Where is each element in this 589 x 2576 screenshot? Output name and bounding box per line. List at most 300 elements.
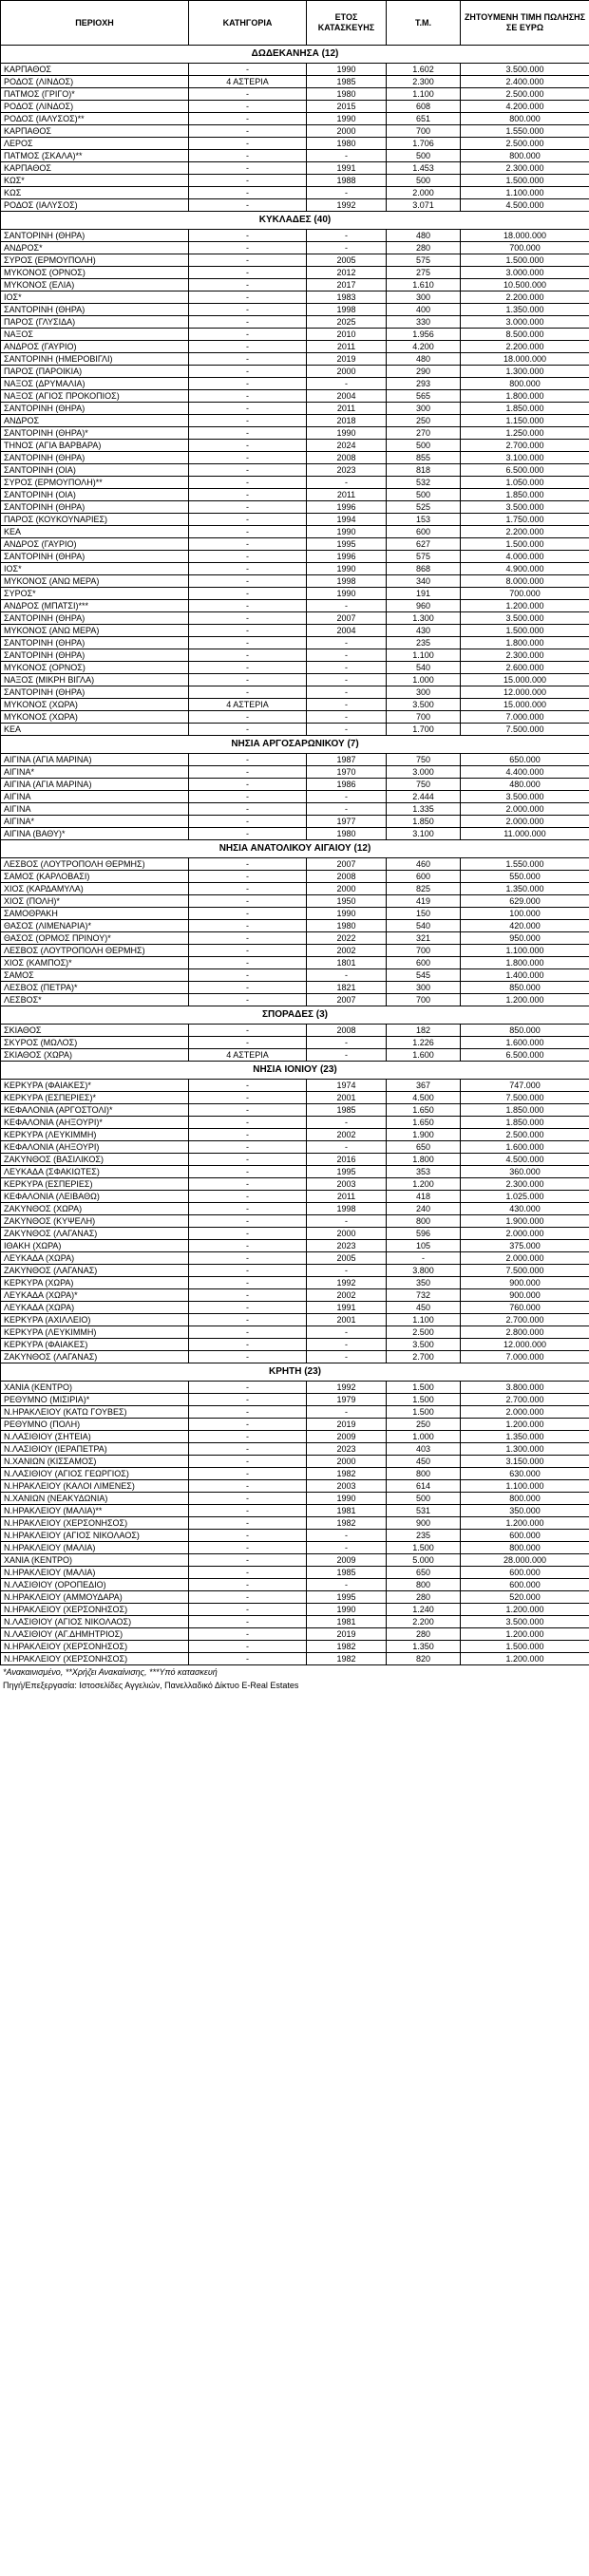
cell-area: ΚΕΦΑΛΟΝΙΑ (ΑΗΞΟΥΡΙ) <box>1 1141 189 1154</box>
cell-area: ΚΕΦΑΛΟΝΙΑ (ΛΕΙΒΑΘΩ) <box>1 1191 189 1203</box>
cell-price: 1.550.000 <box>461 125 589 138</box>
cell-sqm: 300 <box>387 982 461 994</box>
cell-category: - <box>189 982 307 994</box>
table-row <box>1 1579 589 1591</box>
table-row <box>1 1542 589 1554</box>
cell-sqm: 700 <box>387 125 461 138</box>
cell-year: 2011 <box>307 341 387 353</box>
table-row <box>1 932 589 945</box>
cell-price: 600.000 <box>461 1530 589 1542</box>
cell-area: ΛΕΥΚΑΔΑ (ΧΩΡΑ) <box>1 1302 189 1314</box>
cell-category: - <box>189 267 307 279</box>
col-header-year: ΕΤΟΣ ΚΑΤΑΣΚΕΥΗΣ <box>307 1 387 46</box>
cell-sqm: 290 <box>387 366 461 378</box>
cell-year: - <box>307 230 387 242</box>
cell-price: 7.500.000 <box>461 724 589 736</box>
cell-price: 420.000 <box>461 920 589 932</box>
cell-category: - <box>189 1542 307 1554</box>
cell-area: ΛΕΣΒΟΣ (ΛΟΥΤΡΟΠΟΛΗ ΘΕΡΜΗΣ) <box>1 858 189 871</box>
table-row <box>1 1468 589 1480</box>
cell-category: - <box>189 150 307 162</box>
cell-category: - <box>189 403 307 415</box>
cell-area: ΚΕΡΚΥΡΑ (ΧΩΡΑ) <box>1 1277 189 1289</box>
cell-price: 1.100.000 <box>461 945 589 957</box>
cell-sqm: 450 <box>387 1456 461 1468</box>
cell-area: ΧΑΝΙΑ (ΚΕΝΤΡΟ) <box>1 1382 189 1394</box>
cell-year: 2000 <box>307 366 387 378</box>
cell-area: ΣΑΜΟΣ <box>1 969 189 982</box>
cell-category: - <box>189 316 307 329</box>
cell-price: 700.000 <box>461 242 589 254</box>
cell-area: ΜΥΚΟΝΟΣ (ΧΩΡΑ) <box>1 699 189 711</box>
cell-price: 600.000 <box>461 1579 589 1591</box>
cell-year: 1981 <box>307 1616 387 1628</box>
cell-year: - <box>307 1351 387 1363</box>
cell-year: 1980 <box>307 138 387 150</box>
cell-year: 2004 <box>307 390 387 403</box>
cell-price: 2.400.000 <box>461 76 589 88</box>
cell-category: - <box>189 279 307 291</box>
cell-year: - <box>307 637 387 649</box>
table-row <box>1 1406 589 1419</box>
cell-category: - <box>189 1228 307 1240</box>
cell-year: 1990 <box>307 588 387 600</box>
cell-area: ΚΕΡΚΥΡΑ (ΕΣΠΕΡΙΕΣ) <box>1 1178 189 1191</box>
cell-price: 800.000 <box>461 113 589 125</box>
cell-price: 2.200.000 <box>461 341 589 353</box>
cell-area: ΑΝΔΡΟΣ (ΓΑΥΡΙΟ) <box>1 341 189 353</box>
cell-category: - <box>189 625 307 637</box>
cell-category: - <box>189 1025 307 1037</box>
table-row <box>1 1166 589 1178</box>
cell-category: - <box>189 353 307 366</box>
cell-year: 1982 <box>307 1653 387 1665</box>
cell-year: - <box>307 1579 387 1591</box>
cell-price: 600.000 <box>461 1567 589 1579</box>
cell-category: - <box>189 766 307 779</box>
table-row <box>1 1394 589 1406</box>
cell-area: ΚΕΡΚΥΡΑ (ΑΧΙΛΛΕΙΟ) <box>1 1314 189 1326</box>
cell-area: Ν.ΗΡΑΚΛΕΙΟΥ (ΜΑΛΙΑ)** <box>1 1505 189 1517</box>
table-row <box>1 477 589 489</box>
cell-year: 1991 <box>307 1302 387 1314</box>
cell-area: Ν.ΛΑΣΙΘΙΟΥ (ΙΕΡΑΠΕΤΡΑ) <box>1 1443 189 1456</box>
table-row <box>1 1228 589 1240</box>
cell-area: ΡΕΘΥΜΝΟ (ΠΟΛΗ) <box>1 1419 189 1431</box>
section-title: ΝΗΣΙΑ ΑΡΓΟΣΑΡΩΝΙΚΟΥ (7) <box>1 736 589 754</box>
cell-sqm: 367 <box>387 1080 461 1092</box>
table-row <box>1 945 589 957</box>
cell-category: - <box>189 588 307 600</box>
cell-year: 2011 <box>307 1191 387 1203</box>
cell-area: ΛΕΡΟΣ <box>1 138 189 150</box>
cell-sqm: 1.850 <box>387 816 461 828</box>
cell-year: 1992 <box>307 199 387 212</box>
table-row <box>1 452 589 464</box>
footnote: *Ανακαινισμένο, **Χρήζει Ανακαίνισης, ***Υπό κατασκευή <box>3 1667 218 1677</box>
cell-year: 1979 <box>307 1394 387 1406</box>
table-row <box>1 187 589 199</box>
cell-area: ΚΕΡΚΥΡΑ (ΦΑΙΑΚΕΣ) <box>1 1339 189 1351</box>
cell-area: ΣΑΝΤΟΡΙΝΗ (ΘΗΡΑ)* <box>1 427 189 440</box>
section-header <box>1 1006 589 1025</box>
cell-sqm: 250 <box>387 1419 461 1431</box>
section-title: ΔΩΔΕΚΑΝΗΣΑ (12) <box>1 46 589 64</box>
cell-year: 2008 <box>307 871 387 883</box>
cell-sqm: 182 <box>387 1025 461 1037</box>
table-row <box>1 526 589 538</box>
cell-sqm: 1.350 <box>387 1641 461 1653</box>
cell-sqm: 1.100 <box>387 1314 461 1326</box>
cell-year: 1983 <box>307 291 387 304</box>
cell-year: 1992 <box>307 1277 387 1289</box>
cell-category: - <box>189 1203 307 1215</box>
cell-area: ΠΑΤΜΟΣ (ΣΚΑΛΑ)** <box>1 150 189 162</box>
cell-category: - <box>189 88 307 101</box>
cell-price: 1.150.000 <box>461 415 589 427</box>
cell-price: 1.200.000 <box>461 1653 589 1665</box>
cell-category: - <box>189 1419 307 1431</box>
cell-price: 1.200.000 <box>461 1517 589 1530</box>
cell-year: 2000 <box>307 125 387 138</box>
cell-price: 1.200.000 <box>461 1604 589 1616</box>
cell-year: 2019 <box>307 1628 387 1641</box>
cell-area: Ν.ΗΡΑΚΛΕΙΟΥ (ΑΜΜΟΥΔΑΡΑ) <box>1 1591 189 1604</box>
cell-year: - <box>307 1265 387 1277</box>
cell-price: 760.000 <box>461 1302 589 1314</box>
cell-area: ΘΑΣΟΣ (ΟΡΜΟΣ ΠΡΙΝΟΥ)* <box>1 932 189 945</box>
table-row <box>1 489 589 501</box>
cell-price: 550.000 <box>461 871 589 883</box>
cell-category: - <box>189 162 307 175</box>
cell-year: - <box>307 674 387 686</box>
cell-year: 2019 <box>307 353 387 366</box>
cell-year: 1990 <box>307 113 387 125</box>
table-row <box>1 230 589 242</box>
cell-price: 12.000.000 <box>461 686 589 699</box>
table-row <box>1 1203 589 1215</box>
table-row <box>1 1154 589 1166</box>
table-row <box>1 1339 589 1351</box>
cell-area: ΖΑΚΥΝΘΟΣ (ΛΑΓΑΝΑΣ) <box>1 1351 189 1363</box>
cell-price: 1.025.000 <box>461 1191 589 1203</box>
table-row <box>1 982 589 994</box>
table-row <box>1 464 589 477</box>
table-row <box>1 1191 589 1203</box>
cell-price: 800.000 <box>461 150 589 162</box>
cell-sqm: 1.956 <box>387 329 461 341</box>
cell-category: 4 ΑΣΤΕΡΙΑ <box>189 699 307 711</box>
cell-category: 4 ΑΣΤΕΡΙΑ <box>189 1049 307 1062</box>
cell-area: ΡΟΔΟΣ (ΛΙΝΔΟΣ) <box>1 101 189 113</box>
cell-year: 1982 <box>307 1517 387 1530</box>
cell-category: - <box>189 1406 307 1419</box>
cell-sqm: 800 <box>387 1468 461 1480</box>
cell-year: 1994 <box>307 514 387 526</box>
cell-area: ΣΑΝΤΟΡΙΝΗ (ΘΗΡΑ) <box>1 230 189 242</box>
cell-sqm: 1.200 <box>387 1178 461 1191</box>
cell-sqm: 330 <box>387 316 461 329</box>
cell-sqm: 3.100 <box>387 828 461 840</box>
cell-sqm: 575 <box>387 254 461 267</box>
cell-sqm: 400 <box>387 304 461 316</box>
cell-price: 10.500.000 <box>461 279 589 291</box>
cell-area: ΙΟΣ* <box>1 291 189 304</box>
section-title: ΝΗΣΙΑ ΑΝΑΤΟΛΙΚΟΥ ΑΙΓΑΙΟΥ (12) <box>1 840 589 858</box>
cell-sqm: 960 <box>387 600 461 612</box>
cell-area: ΚΕΦΑΛΟΝΙΑ (ΑΗΞΟΥΡΙ)* <box>1 1117 189 1129</box>
table-row <box>1 150 589 162</box>
cell-area: ΖΑΚΥΝΘΟΣ (ΒΑΣΙΛΙΚΟΣ) <box>1 1154 189 1166</box>
cell-year: 2002 <box>307 945 387 957</box>
table-row <box>1 329 589 341</box>
table-row <box>1 1049 589 1062</box>
cell-category: - <box>189 957 307 969</box>
table-row <box>1 291 589 304</box>
cell-category: - <box>189 1104 307 1117</box>
table-row <box>1 754 589 766</box>
cell-area: ΖΑΚΥΝΘΟΣ (ΚΥΨΕΛΗ) <box>1 1215 189 1228</box>
cell-area: ΝΑΞΟΣ (ΔΡΥΜΑΛΙΑ) <box>1 378 189 390</box>
cell-category: - <box>189 563 307 575</box>
table-row <box>1 403 589 415</box>
cell-year: - <box>307 662 387 674</box>
cell-year: - <box>307 803 387 816</box>
cell-sqm: 4.500 <box>387 1092 461 1104</box>
cell-sqm: 855 <box>387 452 461 464</box>
cell-sqm: 800 <box>387 1579 461 1591</box>
cell-price: 1.200.000 <box>461 994 589 1006</box>
cell-category: - <box>189 440 307 452</box>
cell-category: - <box>189 711 307 724</box>
cell-category: - <box>189 230 307 242</box>
cell-sqm: 1.226 <box>387 1037 461 1049</box>
table-row <box>1 711 589 724</box>
table-row <box>1 1240 589 1252</box>
cell-sqm: 340 <box>387 575 461 588</box>
cell-price: 1.500.000 <box>461 254 589 267</box>
cell-sqm: 4.200 <box>387 341 461 353</box>
cell-sqm: 868 <box>387 563 461 575</box>
cell-area: Ν.ΗΡΑΚΛΕΙΟΥ (ΜΑΛΙΑ) <box>1 1542 189 1554</box>
cell-year: - <box>307 600 387 612</box>
cell-category: - <box>189 1117 307 1129</box>
cell-price: 2.000.000 <box>461 1406 589 1419</box>
cell-area: ΛΕΣΒΟΣ (ΠΕΤΡΑ)* <box>1 982 189 994</box>
cell-year: 1985 <box>307 1104 387 1117</box>
cell-year: 2023 <box>307 464 387 477</box>
cell-price: 7.000.000 <box>461 711 589 724</box>
cell-category: - <box>189 816 307 828</box>
cell-sqm: 250 <box>387 415 461 427</box>
cell-sqm: 3.500 <box>387 1339 461 1351</box>
cell-category: - <box>189 1154 307 1166</box>
cell-year: - <box>307 1117 387 1129</box>
cell-price: 1.800.000 <box>461 957 589 969</box>
section-header <box>1 736 589 754</box>
cell-sqm: 1.500 <box>387 1394 461 1406</box>
cell-area: ΡΟΔΟΣ (ΛΙΝΔΟΣ) <box>1 76 189 88</box>
cell-price: 2.500.000 <box>461 88 589 101</box>
cell-year: 2001 <box>307 1092 387 1104</box>
cell-price: 700.000 <box>461 588 589 600</box>
cell-category: - <box>189 994 307 1006</box>
cell-price: 7.500.000 <box>461 1265 589 1277</box>
cell-category: - <box>189 1265 307 1277</box>
cell-area: Ν.ΧΑΝΙΩΝ (ΚΙΣΣΑΜΟΣ) <box>1 1456 189 1468</box>
cell-price: 2.500.000 <box>461 1129 589 1141</box>
cell-area: ΑΝΔΡΟΣ <box>1 415 189 427</box>
table-row <box>1 957 589 969</box>
cell-price: 3.100.000 <box>461 452 589 464</box>
cell-year: - <box>307 1141 387 1154</box>
cell-year: - <box>307 378 387 390</box>
cell-year: 1990 <box>307 563 387 575</box>
table-row <box>1 1141 589 1154</box>
section-header <box>1 46 589 64</box>
cell-category: - <box>189 452 307 464</box>
cell-year: 1996 <box>307 551 387 563</box>
cell-year: - <box>307 711 387 724</box>
cell-price: 4.400.000 <box>461 766 589 779</box>
cell-category: - <box>189 113 307 125</box>
col-header-sqm: Τ.Μ. <box>387 1 461 46</box>
cell-area: Ν.ΗΡΑΚΛΕΙΟΥ (ΚΑΤΩ ΓΟΥΒΕΣ) <box>1 1406 189 1419</box>
cell-area: ΣΑΝΤΟΡΙΝΗ (ΘΗΡΑ) <box>1 501 189 514</box>
table-row <box>1 1480 589 1493</box>
cell-category: - <box>189 1351 307 1363</box>
cell-sqm: 350 <box>387 1277 461 1289</box>
cell-category: - <box>189 724 307 736</box>
table-row <box>1 1493 589 1505</box>
cell-sqm: 500 <box>387 175 461 187</box>
cell-category: - <box>189 779 307 791</box>
cell-category: - <box>189 895 307 908</box>
cell-price: 11.000.000 <box>461 828 589 840</box>
cell-category: - <box>189 1037 307 1049</box>
cell-sqm: 1.335 <box>387 803 461 816</box>
cell-year: 2007 <box>307 858 387 871</box>
cell-sqm: 3.500 <box>387 699 461 711</box>
table-row <box>1 1419 589 1431</box>
cell-area: ΣΥΡΟΣ (ΕΡΜΟΥΠΟΛΗ)** <box>1 477 189 489</box>
table-row <box>1 1431 589 1443</box>
cell-price: 3.800.000 <box>461 1382 589 1394</box>
cell-price: 4.200.000 <box>461 101 589 113</box>
cell-category: - <box>189 254 307 267</box>
cell-area: ΡΟΔΟΣ (ΙΑΛΥΣΟΣ) <box>1 199 189 212</box>
table-row <box>1 254 589 267</box>
col-header-category: ΚΑΤΗΓΟΡΙΑ <box>189 1 307 46</box>
table-row <box>1 1215 589 1228</box>
cell-sqm: 5.000 <box>387 1554 461 1567</box>
table-row <box>1 858 589 871</box>
cell-area: ΣΚΙΑΘΟΣ (ΧΩΡΑ) <box>1 1049 189 1062</box>
cell-year: 1990 <box>307 908 387 920</box>
cell-category: - <box>189 175 307 187</box>
table-row <box>1 766 589 779</box>
cell-sqm: 1.602 <box>387 64 461 76</box>
cell-price: 28.000.000 <box>461 1554 589 1567</box>
cell-area: ΛΕΣΒΟΣ* <box>1 994 189 1006</box>
cell-price: 2.300.000 <box>461 649 589 662</box>
table-row <box>1 1178 589 1191</box>
cell-sqm: 650 <box>387 1141 461 1154</box>
table-row <box>1 1302 589 1314</box>
cell-sqm: 540 <box>387 662 461 674</box>
cell-sqm: 651 <box>387 113 461 125</box>
cell-price: 2.200.000 <box>461 291 589 304</box>
table-row <box>1 871 589 883</box>
cell-year: 2009 <box>307 1431 387 1443</box>
cell-category: 4 ΑΣΤΕΡΙΑ <box>189 76 307 88</box>
cell-year: 2003 <box>307 1178 387 1191</box>
cell-year: 1980 <box>307 828 387 840</box>
cell-price: 1.800.000 <box>461 637 589 649</box>
cell-sqm: 403 <box>387 1443 461 1456</box>
cell-price: 4.900.000 <box>461 563 589 575</box>
cell-sqm: 300 <box>387 291 461 304</box>
cell-category: - <box>189 1141 307 1154</box>
cell-category: - <box>189 378 307 390</box>
table-row <box>1 1326 589 1339</box>
cell-sqm: 545 <box>387 969 461 982</box>
cell-year: 1991 <box>307 162 387 175</box>
cell-category: - <box>189 1215 307 1228</box>
table-row <box>1 415 589 427</box>
cell-sqm: 532 <box>387 477 461 489</box>
cell-sqm: 2.500 <box>387 1326 461 1339</box>
cell-sqm: 105 <box>387 1240 461 1252</box>
table-row <box>1 1129 589 1141</box>
cell-area: ΣΑΝΤΟΡΙΝΗ (ΘΗΡΑ) <box>1 304 189 316</box>
cell-price: 747.000 <box>461 1080 589 1092</box>
cell-category: - <box>189 427 307 440</box>
cell-sqm: 235 <box>387 1530 461 1542</box>
cell-category: - <box>189 1468 307 1480</box>
cell-year: 1982 <box>307 1468 387 1480</box>
cell-price: 6.500.000 <box>461 1049 589 1062</box>
cell-price: 1.050.000 <box>461 477 589 489</box>
cell-price: 800.000 <box>461 1493 589 1505</box>
cell-price: 1.100.000 <box>461 1480 589 1493</box>
cell-sqm: 1.900 <box>387 1129 461 1141</box>
cell-sqm: 1.800 <box>387 1154 461 1166</box>
cell-price: 3.000.000 <box>461 316 589 329</box>
cell-category: - <box>189 932 307 945</box>
cell-year: 1995 <box>307 538 387 551</box>
cell-area: ΙΘΑΚΗ (ΧΩΡΑ) <box>1 1240 189 1252</box>
cell-category: - <box>189 828 307 840</box>
cell-sqm: 3.800 <box>387 1265 461 1277</box>
cell-category: - <box>189 187 307 199</box>
cell-year: 1982 <box>307 1641 387 1653</box>
table-row <box>1 1641 589 1653</box>
table-row <box>1 199 589 212</box>
cell-sqm: 500 <box>387 440 461 452</box>
cell-year: 2025 <box>307 316 387 329</box>
cell-year: - <box>307 649 387 662</box>
cell-price: 1.850.000 <box>461 489 589 501</box>
table-row <box>1 637 589 649</box>
cell-price: 1.550.000 <box>461 858 589 871</box>
cell-year: 1998 <box>307 1203 387 1215</box>
cell-area: ΡΟΔΟΣ (ΙΑΛΥΣΟΣ)** <box>1 113 189 125</box>
cell-sqm: 818 <box>387 464 461 477</box>
cell-sqm: 565 <box>387 390 461 403</box>
cell-price: 1.350.000 <box>461 1431 589 1443</box>
cell-area: ΠΑΡΟΣ (ΠΑΡΟΙΚΙΑ) <box>1 366 189 378</box>
